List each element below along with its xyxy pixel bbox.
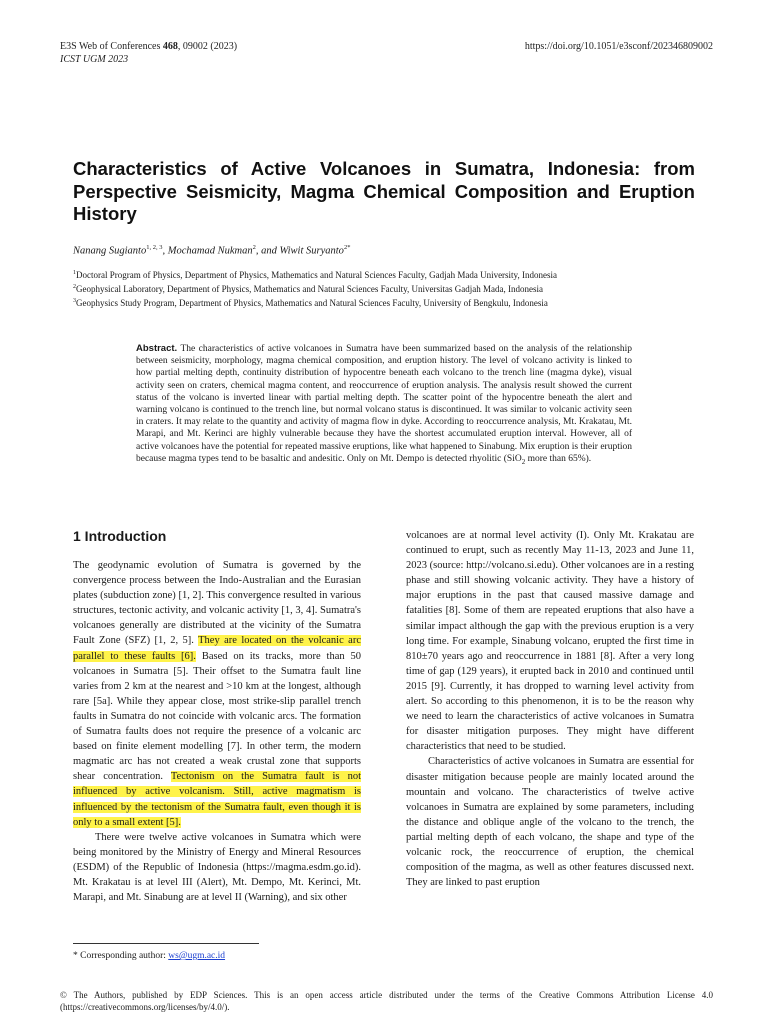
author-name: Wiwit Suryanto (279, 245, 344, 257)
author-name: Mochamad Nukman (167, 245, 253, 257)
journal-volume: 468 (162, 41, 178, 52)
paragraph: volcanoes are at normal level activity (I). Only Mt. Krakatau are continued to erupt, such as recently May 11-13, 2023 and June 11, 2023 (source: http://volcano.si.edu). Other volcanoes are in a resting phase and still showing volcanic activity. They have a history of major eruptions in the past that caused massive damage and fatalities [8]. Some of them are repeated eruptions that also have a similar impact although the gap with the previous eruption is a very long time. For example, Sinabung volcano, erupted the first time in 810±70 years ago and reoccurrence in 1881 [8]. After a very long time of gap (129 years), it erupted back in 2010 and continued until 2015 [9]. Currently, it has dropped to warning level activity from alert. So according to this phenomenon, it is to be the reason why we need to learn the characteristics of active volcanoes in Sumatra for disaster mitigation purposes. They might have different characteristics that need to be studied. (406, 530, 694, 753)
section-heading: 1 Introduction (73, 528, 167, 544)
paragraph-text: The geodynamic evolution of Sumatra is governed by the convergence process between the Indo-Australian and the Eurasian plates (subduction zone) [1, 2]. This convergence resulted in various structures, tectonic activity, and volcanic activity [1, 3, 4]. Sumatra's volcanoes generally are distributed at the vicinity of the Sumatra Fault Zone (SFZ) [1, 2, 5]. (73, 560, 361, 647)
paragraph: There were twelve active volcanoes in Sumatra which were being monitored by the Ministry of Energy and Mineral Resources (ESDM) of the Republic of Indonesia (https://magma.esdm.go.id). Mt. Krakatau is at level III (Alert), Mt. Dempo, Mt. Kerinci, Mt. Marapi, and Mt. Sinabung are at level II (Warning), and six other (73, 831, 361, 904)
paragraph (73, 558, 361, 830)
affiliation-text: Geophysical Laboratory, Department of Physics, Mathematics and Natural Sciences Faculty, Universitas Gadjah Mada, Indonesia (76, 284, 543, 294)
affiliation-mark: 3 (73, 298, 76, 304)
author-separator: , (162, 245, 168, 257)
conference-name: ICST UGM 2023 (60, 54, 129, 65)
paragraph-text: Based on its tracks, more than 50 volcanoes in Sumatra [5]. Their offset to the Sumatra fault line varies from 2 km at the nearest and >10 km at the longest, although rare [5a]. While they appear close, most strike-slip parallel trench faults in Sumatra do not coincide with volcanic arcs. The formation of Sumatra faults does not require the presence of a volcanic arc based on finite element modelling [7]. In other term, the modern magmatic arc has not created a weak crustal zone that supports shear concentration. (73, 650, 362, 783)
left-column (73, 527, 361, 905)
affiliation-text: Doctoral Program of Physics, Department of Physics, Mathematics and Natural Sciences Faculty, Gadjah Mada University, Indonesia (76, 270, 557, 280)
doi-link[interactable]: https://doi.org/10.1051/e3sconf/202346809002 (524, 41, 713, 52)
paragraph: Characteristics of active volcanoes in Sumatra are essential for disaster mitigation because people are mainly located around the mountain and volcano. The characteristics of twelve active volcanoes in Sumatra are explained by some parameters, including the distance and oblique angle of the volcano to the trench, the partial melting depth of each volcano, the shape and type of the volcanic rock, the reoccurrence of eruption, the chemical composition of the magma, as well as other features discussed next. They are linked to past eruption (406, 756, 694, 889)
right-column (406, 528, 694, 890)
abstract-label: Abstract. (136, 343, 178, 354)
author-affil-mark: 2 (252, 244, 256, 251)
author-list (73, 244, 350, 257)
abstract-tail: more than 65%). (525, 453, 592, 464)
highlighted-text: They are located on the volcanic arc parallel to these faults [6]. (73, 635, 361, 662)
author-separator: , and (255, 245, 280, 257)
affiliation-mark: 1 (73, 270, 76, 276)
paper-title: Characteristics of Active Volcanoes in Sumatra, Indonesia: from Perspective Seismicity, Magma Chemical Composition and Eruption History (73, 158, 695, 224)
footnote (73, 951, 225, 961)
affiliation-list (73, 267, 557, 309)
footnote-divider (73, 943, 259, 944)
affiliation-item (73, 267, 557, 281)
affiliation-mark: 2 (73, 284, 76, 290)
footnote-text: * Corresponding author: (73, 951, 169, 961)
affiliation-text: Geophysics Study Program, Department of Physics, Mathematics and Natural Sciences Faculty, University of Bengkulu, Indonesia (76, 298, 548, 308)
abstract-text: The characteristics of active volcanoes in Sumatra have been summarized based on the analysis of the relationship between seismicity, morphology, magma chemical composition, and eruption history. The level of volcano activity is linked to how partial melting depth, continuity distribution of hypocentre beneath each volcano to the trench line (magma dyke), visual activity seen on craters, chemical magma content, and reoccurrence of eruption analysis. The analysis result showed the current status of the volcano is inverted linear with partial melting depth. The scatter point of the hypocentre beneath the alert and warning volcano is continued to the trench line, but normal volcano status is discontinued. It was similar to volcanic activity seen in craters. It may relate to the quantity and activity of magma flow in dyke. According to reoccurrence analysis, Mt. Krakatau, Mt. Marapi, and Mt. Kerinci are highly vulnerable because they have the shortest accumulated eruption interval. However, all of active volcanoes have the potential for repeated massive eruptions, like what happened to Sinabung. Mix eruption is their eruption because magma types tend to be basaltic and andesitic. Only on Mt. Dempo is detected rhyolitic (SiO (136, 344, 632, 464)
affiliation-item (73, 281, 557, 295)
abstract-subscript: 2 (521, 457, 526, 466)
author-name: Nanang Sugianto (73, 245, 147, 257)
abstract (136, 343, 632, 468)
author-email-link[interactable]: ws@ugm.ac.id (168, 951, 226, 961)
affiliation-item (73, 295, 557, 309)
highlighted-text: Tectonism on the Sumatra fault is not influenced by active volcanism. Still, active magmatism is influenced by the tectonism of the Sumatra fault, even though it is only to a small extent [5]. (73, 771, 361, 828)
journal-name: E3S Web of Conferences (60, 41, 163, 52)
author-affil-mark: 1, 2, 3 (146, 244, 163, 251)
running-header-left (60, 40, 237, 66)
author-affil-mark: 2* (343, 244, 351, 251)
license-notice: © The Authors, published by EDP Sciences. This is an open access article distributed under the terms of the Creative Commons Attribution License 4.0 (https://creativecommons.org/licenses/by/4.0/). (60, 990, 713, 1012)
article-number: , 09002 (2023) (177, 41, 238, 52)
